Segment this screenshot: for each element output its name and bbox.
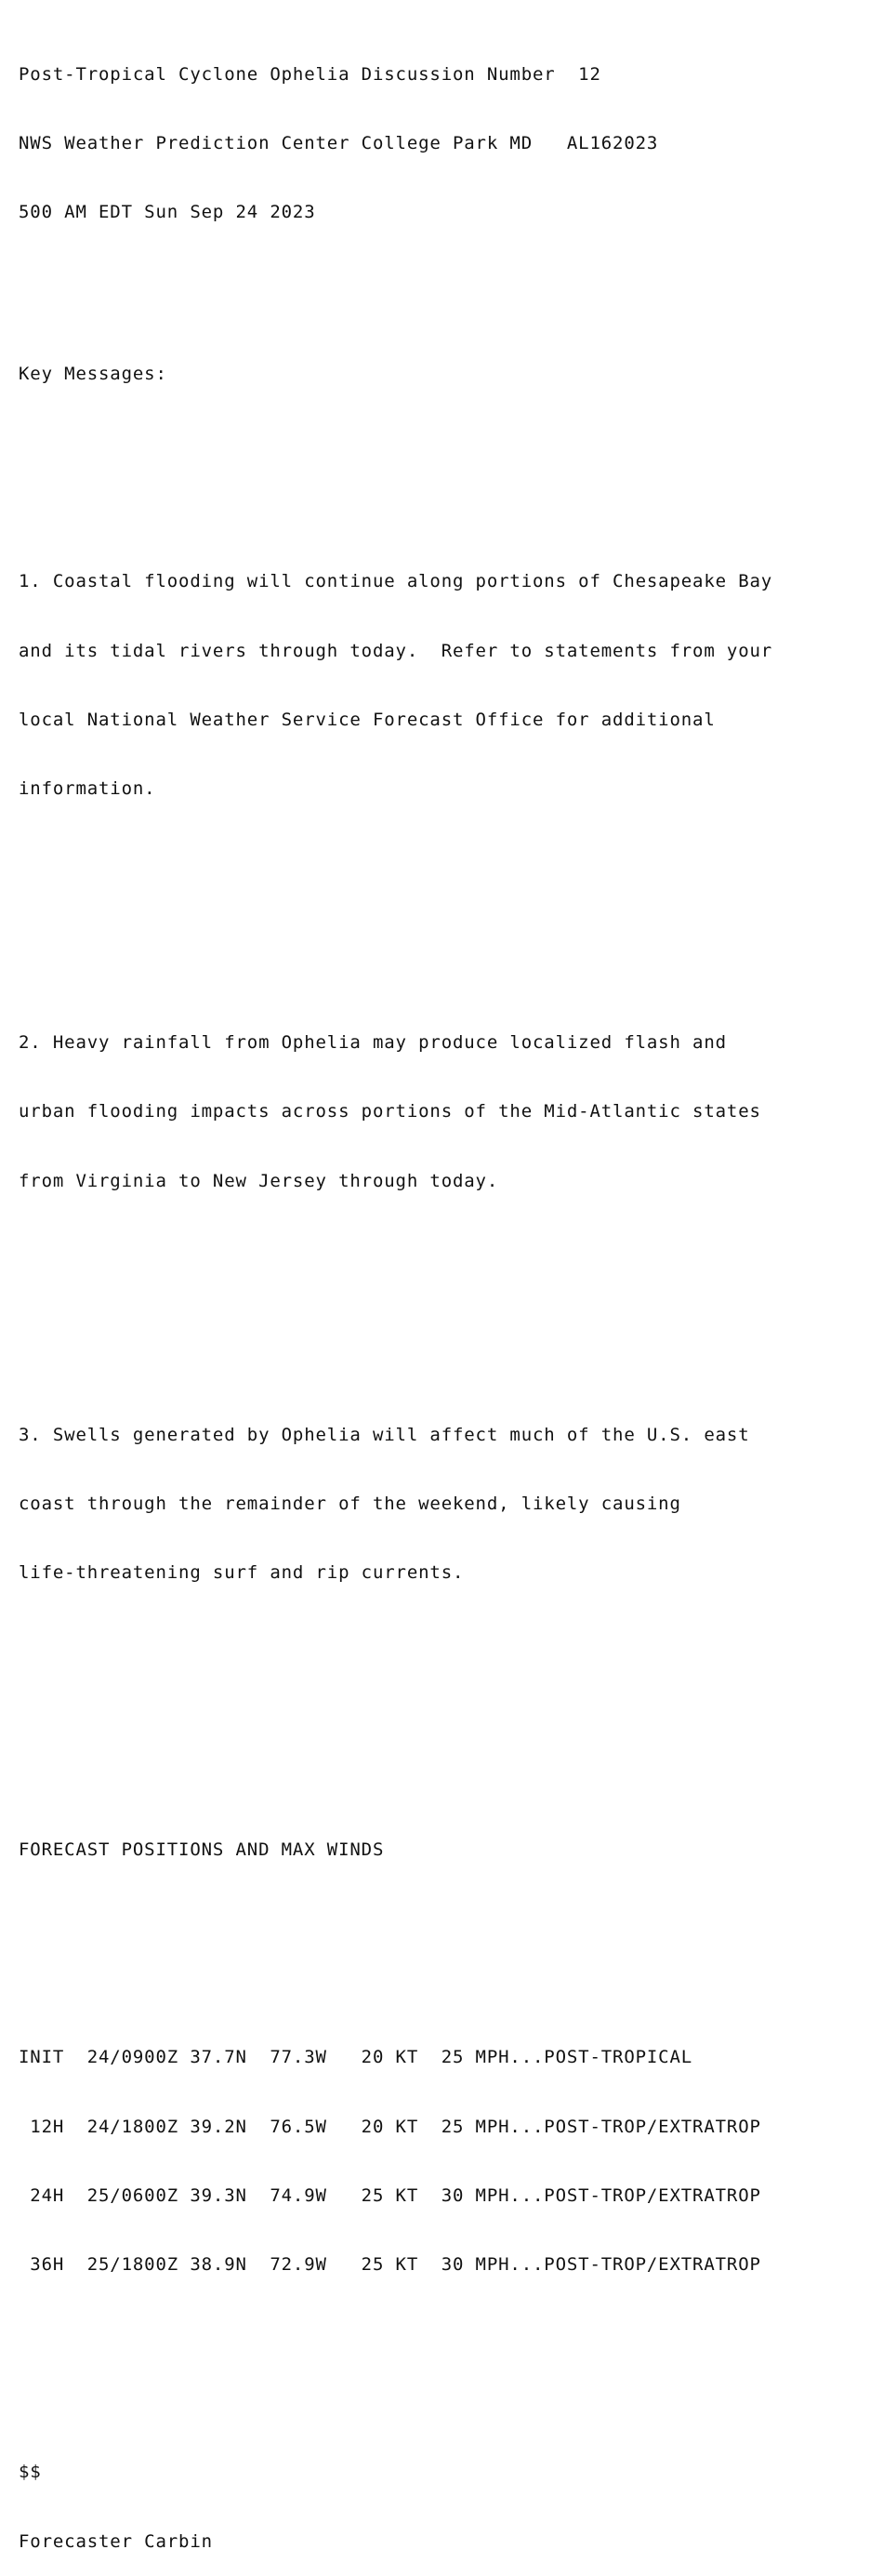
key-message-1	[19, 524, 874, 847]
spacer	[19, 1677, 874, 1700]
key-message-1-line: and its tidal rivers through today. Refer to statements from your	[19, 640, 773, 661]
spacer	[19, 271, 874, 294]
key-messages-heading: Key Messages:	[19, 363, 167, 384]
forecast-row-24h: 24H 25/0600Z 39.3N 74.9W 25 KT 30 MPH...POST-TROP/EXTRATROP	[19, 2184, 761, 2206]
forecast-row-init: INIT 24/0900Z 37.7N 77.3W 20 KT 25 MPH...POST-TROPICAL	[19, 2047, 693, 2068]
forecast-row-12h: 12H 24/1800Z 39.2N 76.5W 20 KT 25 MPH...POST-TROP/EXTRATROP	[19, 2116, 761, 2137]
spacer	[19, 1907, 874, 1931]
key-message-3-line: 3. Swells generated by Ophelia will affect much of the U.S. east	[19, 1424, 750, 1445]
key-message-3-line: coast through the remainder of the weekend, likely causing	[19, 1494, 681, 1514]
key-message-3	[19, 1377, 874, 1631]
key-message-3-line: life-threatening surf and rip currents.	[19, 1562, 465, 1584]
spacer	[19, 432, 874, 455]
key-message-2-line: 2. Heavy rainfall from Ophelia may produce localized flash and	[19, 1032, 727, 1054]
forecaster-name: Forecaster Carbin	[19, 2530, 213, 2552]
key-message-2	[19, 985, 874, 1239]
header-office: NWS Weather Prediction Center College Park MD AL162023	[19, 132, 659, 153]
key-message-1-line: 1. Coastal flooding will continue along portions of Chesapeake Bay	[19, 571, 773, 592]
spacer	[19, 2369, 874, 2392]
header-title: Post-Tropical Cyclone Ophelia Discussion Number 12	[19, 63, 601, 85]
spacer	[19, 893, 874, 916]
key-message-1-line: information.	[19, 778, 156, 800]
forecast-row-36h: 36H 25/1800Z 38.9N 72.9W 25 KT 30 MPH...POST-TROP/EXTRATROP	[19, 2254, 761, 2276]
key-message-2-line: urban flooding impacts across portions of the Mid-Atlantic states	[19, 1101, 761, 1122]
header-issue-time: 500 AM EDT Sun Sep 24 2023	[19, 202, 316, 223]
discussion-document	[19, 17, 874, 2576]
forecast-table	[19, 2000, 874, 2323]
key-message-2-line: from Virginia to New Jersey through today.	[19, 1170, 499, 1191]
forecast-heading: FORECAST POSITIONS AND MAX WINDS	[19, 1839, 385, 1860]
key-message-1-line: local National Weather Service Forecast Office for additional	[19, 709, 716, 730]
spacer	[19, 1746, 874, 1770]
end-terminator: $$	[19, 2462, 42, 2483]
spacer	[19, 1285, 874, 1308]
